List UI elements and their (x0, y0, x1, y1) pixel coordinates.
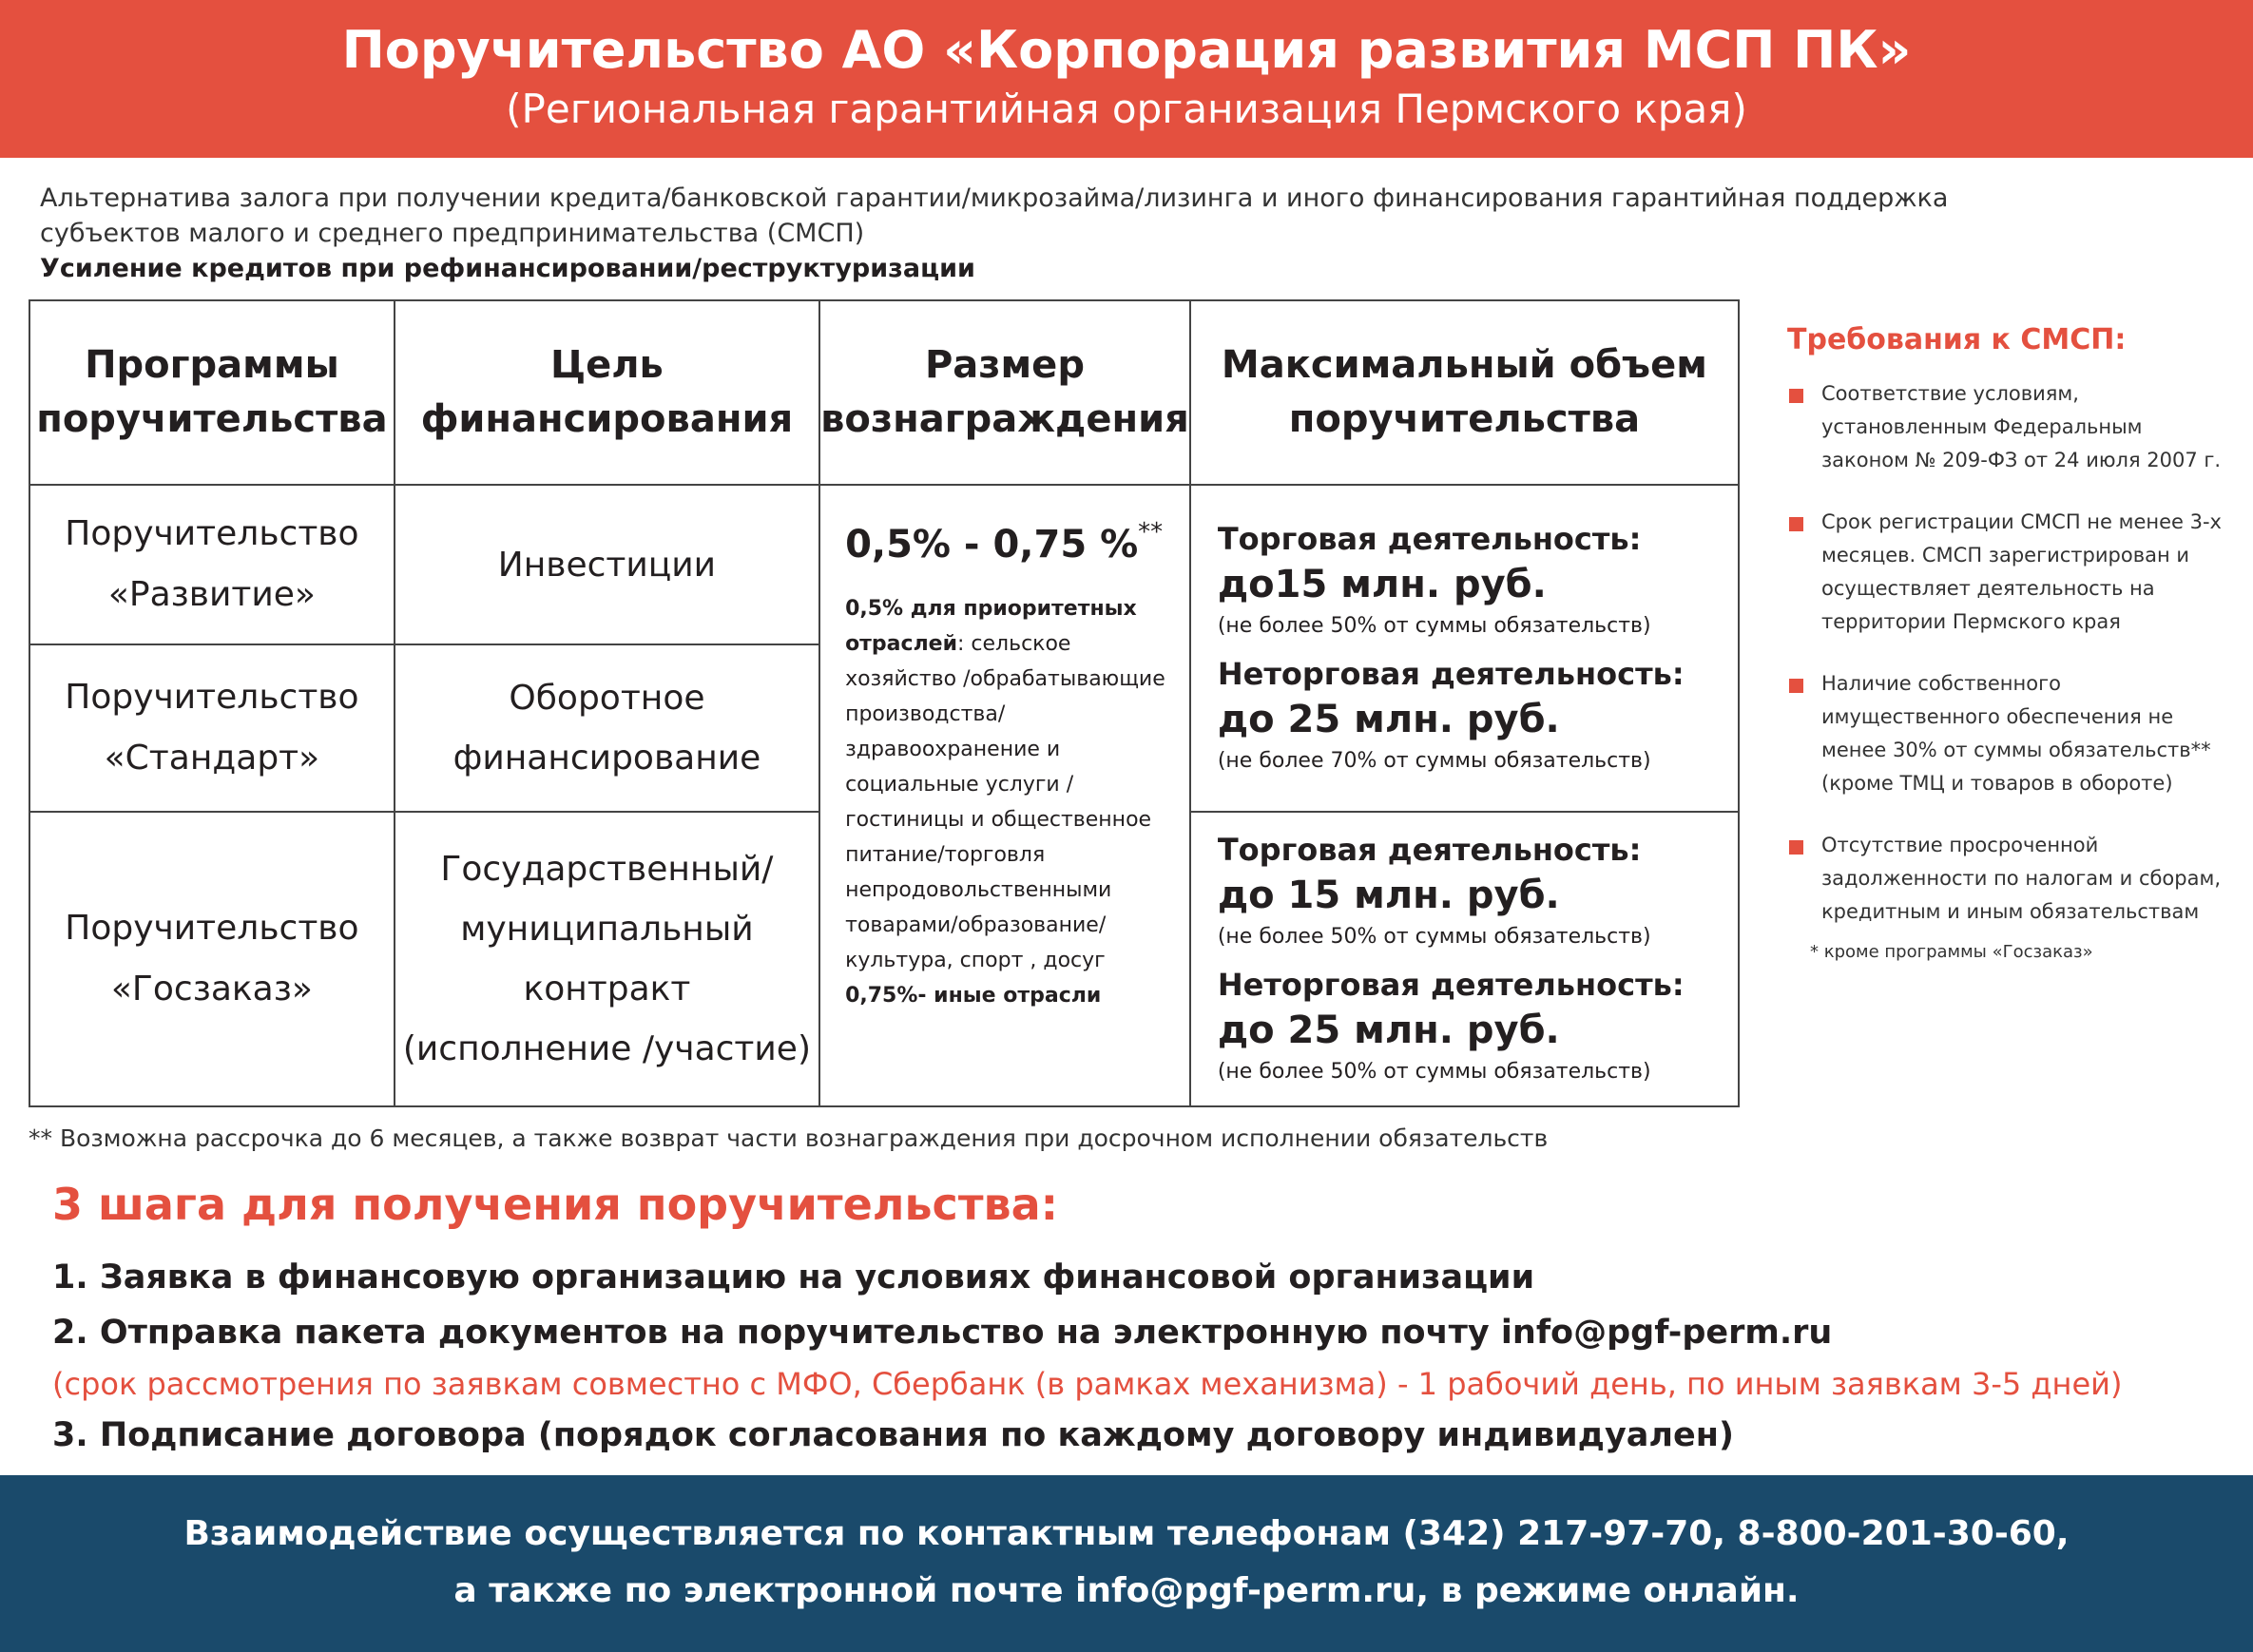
goal-cell (395, 485, 819, 644)
header-fee: Размер вознаграждения (819, 300, 1190, 485)
fee-cell (819, 485, 1190, 1106)
program-name: «Стандарт» (104, 739, 320, 778)
goal-text: Инвестиции (497, 545, 717, 585)
program-cell (29, 812, 395, 1106)
fee-description: 0,5% для приоритетных отраслей: сельское хозяйство /обрабатывающие производства/ здравоохранение и социальные услуги / гостиницы и общественное питание/торговля непродовольственными товарами/образование/ культура, спорт , досуг 0,75%- иные отрасли (845, 597, 1165, 1008)
step-2-note: (срок рассмотрения по заявкам совместно с МФО, Сбербанк (в рамках механизма) - 1 рабочий день, по иным заявкам 3-5 дней) (52, 1366, 2123, 1402)
table-footnote: ** Возможна рассрочка до 6 месяцев, а также возврат части вознаграждения при досрочном исполнении обязательств (29, 1124, 1549, 1152)
intro-text (40, 181, 2036, 286)
contact-line: а также по электронной почте info@pgf-perm.ru, в режиме онлайн. (453, 1571, 1800, 1610)
requirements-title: Требования к СМСП: (1787, 323, 2127, 356)
fee-value: 0,5% - 0,75 %** (845, 518, 1164, 567)
contact-line: Взаимодействие осуществляется по контактным телефонам (342) 217-97-70, 8-800-201-30-60, (183, 1514, 2070, 1553)
program-name: «Госзаказ» (110, 970, 313, 1008)
page-title: Поручительство АО «Корпорация развития МСП ПК» (341, 20, 1912, 80)
program-cell (29, 485, 395, 644)
table-header-row (29, 300, 1739, 485)
requirement-item: Наличие собственного имущественного обеспечения не менее 30% от суммы обязательств** (кроме ТМЦ и товаров в обороте) (1787, 667, 2234, 800)
program-label: Поручительство (65, 678, 359, 717)
page-subtitle: (Региональная гарантийная организация Пермского края) (506, 86, 1747, 132)
program-label: Поручительство (65, 909, 359, 948)
max-block: Неторговая деятельность: до 25 млн. руб. (не более 50% от суммы обязательств) (1217, 967, 1685, 1084)
goal-text: контракт (523, 970, 691, 1008)
step-1: 1. Заявка в финансовую организацию на условиях финансовой организации (52, 1258, 1535, 1297)
header-programs: Программы поручительства (29, 300, 395, 485)
program-cell (29, 644, 395, 812)
goal-text: муниципальный (460, 910, 754, 949)
step-3: 3. Подписание договора (порядок согласования по каждому договору индивидуален) (52, 1416, 1734, 1454)
header-banner (0, 0, 2253, 158)
program-name: «Развитие» (107, 575, 316, 614)
square-bullet-icon (1789, 840, 1803, 855)
max-cell-bottom (1190, 812, 1739, 1106)
square-bullet-icon (1789, 517, 1803, 531)
max-cell-top (1190, 485, 1739, 812)
requirement-item: Отсутствие просроченной задолженности по налогам и сборам, кредитным и иным обязательствам (1787, 829, 2234, 929)
requirements-panel (1787, 323, 2234, 962)
max-block: Торговая деятельность: до 15 млн. руб. (не более 50% от суммы обязательств) (1217, 832, 1651, 949)
steps-section (52, 1174, 2191, 1463)
requirement-item: Соответствие условиям, установленным Федеральным законом № 209-ФЗ от 24 июля 2007 г. (1787, 377, 2234, 477)
program-label: Поручительство (65, 514, 359, 553)
steps-title: 3 шага для получения поручительства: (52, 1179, 1059, 1230)
goal-text: Оборотное (509, 679, 705, 718)
step-2: 2. Отправка пакета документов на поручительство на электронную почту info@pgf-perm.ru (52, 1314, 1833, 1352)
goal-text: Государственный/ (440, 850, 774, 889)
max-block: Неторговая деятельность: до 25 млн. руб. (не более 70% от суммы обязательств) (1217, 656, 1685, 773)
goal-cell (395, 812, 819, 1106)
goal-cell (395, 644, 819, 812)
goal-text: (исполнение /участие) (402, 1029, 811, 1068)
square-bullet-icon (1789, 389, 1803, 403)
goal-text: финансирование (453, 739, 761, 778)
square-bullet-icon (1789, 679, 1803, 693)
requirements-note: * кроме программы «Госзаказ» (1810, 942, 2093, 962)
table-row (29, 485, 1739, 644)
intro-bold-line: Усиление кредитов при рефинансировании/реструктуризации (40, 254, 975, 283)
header-goal: Цель финансирования (395, 300, 819, 485)
programs-table (29, 299, 1740, 1107)
requirement-item: Срок регистрации СМСП не менее 3-х месяцев. СМСП зарегистрирован и осуществляет деятельность на территории Пермского края (1787, 506, 2234, 639)
header-max: Максимальный объем поручительства (1190, 300, 1739, 485)
intro-line: Альтернатива залога при получении кредита/банковской гарантии/микрозайма/лизинга и иного финансирования гарантийная поддержка субъектов малого и среднего предпринимательства (СМСП) (40, 183, 1949, 248)
contact-footer (0, 1475, 2253, 1652)
max-block: Торговая деятельность: до15 млн. руб. (не более 50% от суммы обязательств) (1217, 521, 1651, 638)
